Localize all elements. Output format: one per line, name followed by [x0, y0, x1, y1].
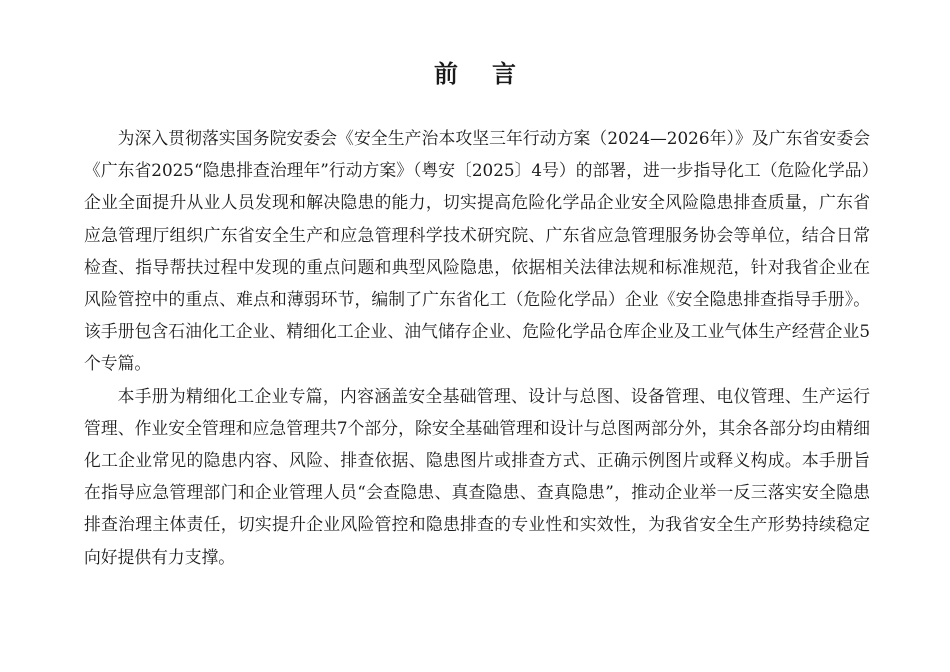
- preface-body: [84, 122, 870, 573]
- paragraph-2: 本手册为精细化工企业专篇，内容涵盖安全基础管理、设计与总图、设备管理、电仪管理、生产运行管理、作业安全管理和应急管理共7个部分，除安全基础管理和设计与总图两部分外，其余各部分均由精细化工企业常见的隐患内容、风险、排查依据、隐患图片或排查方式、正确示例图片或释义构成。本手册旨在指导应急管理部门和企业管理人员“会查隐患、真查隐患、查真隐患”，推动企业举一反三落实安全隐患排查治理主体责任，切实提升企业风险管控和隐患排查的专业性和实效性，为我省安全生产形势持续稳定向好提供有力支撑。: [84, 385, 870, 567]
- page-title: 前言: [434, 59, 550, 88]
- paragraph-1: 为深入贯彻落实国务院安委会《安全生产治本攻坚三年行动方案（2024—2026年）》及广东省安委会《广东省2025“隐患排查治理年”行动方案》（粤安〔2025〕4号）的部署，进一步指导化工（危险化学品）企业全面提升从业人员发现和解决隐患的能力，切实提高危险化学品企业安全风险隐患排查质量，广东省应急管理厅组织广东省安全生产和应急管理科学技术研究院、广东省应急管理服务协会等单位，结合日常检查、指导帮扶过程中发现的重点问题和典型风险隐患，依据相关法律法规和标准规范，针对我省企业在风险管控中的重点、难点和薄弱环节，编制了广东省化工（危险化学品）企业《安全隐患排查指导手册》。该手册包含石油化工企业、精细化工企业、油气储存企业、危险化学品仓库企业及工业气体生产经营企业5个专篇。: [84, 128, 870, 374]
